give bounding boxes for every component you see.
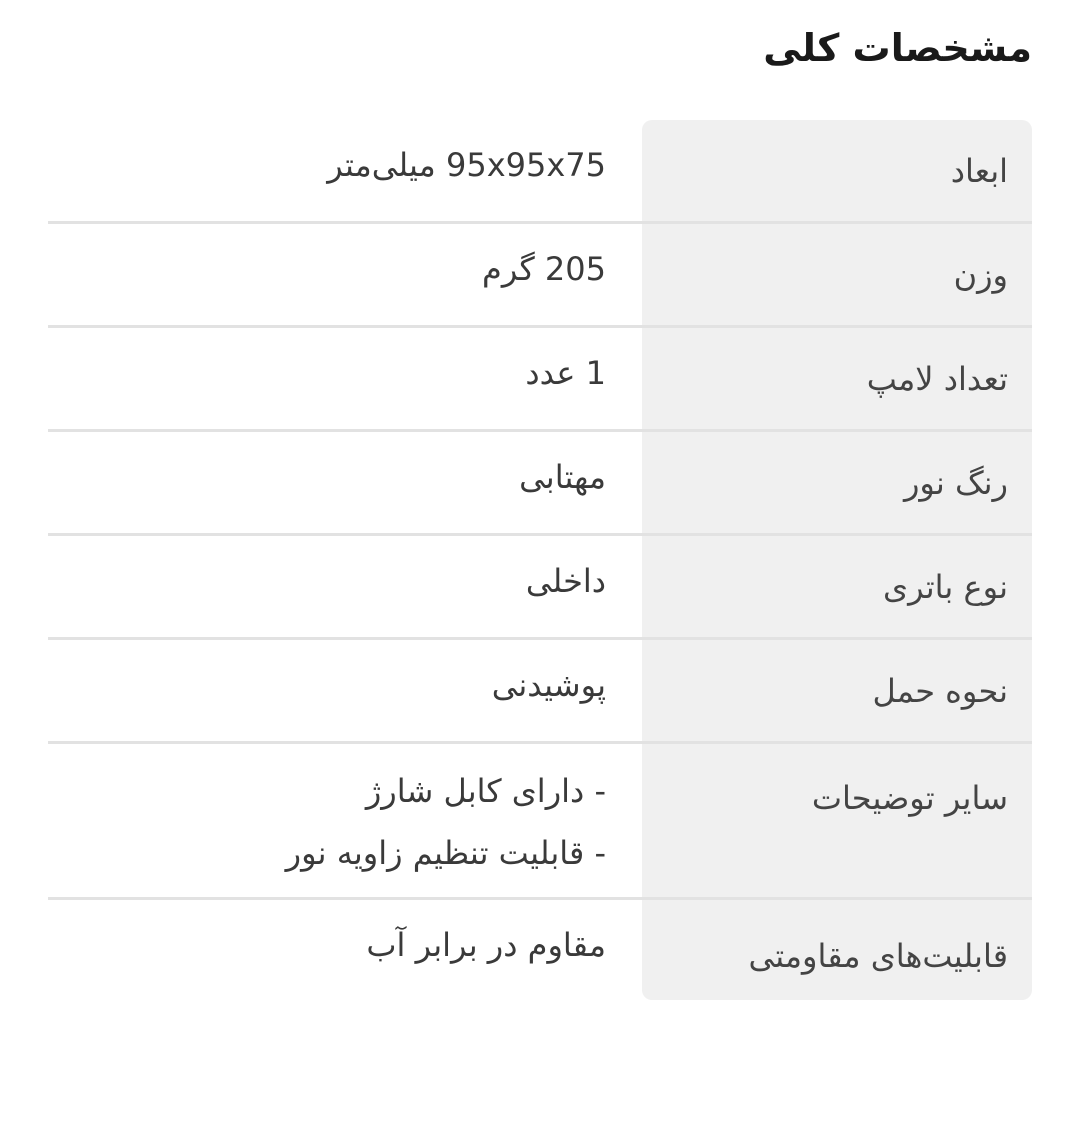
spec-label: نحوه حمل xyxy=(872,672,1008,710)
spec-label: ابعاد xyxy=(950,152,1008,190)
spec-label: قابلیت‌های مقاومتی xyxy=(748,937,1008,975)
spec-label: رنگ نور xyxy=(903,464,1008,502)
spec-value: 1 عدد xyxy=(525,354,606,392)
spec-row-other-notes xyxy=(48,744,1032,900)
spec-row-weight xyxy=(48,224,1032,328)
spec-value: 205 گرم xyxy=(482,250,606,288)
specs-table xyxy=(48,120,1032,1004)
spec-value: مقاوم در برابر آب xyxy=(366,926,606,964)
spec-label: وزن xyxy=(953,256,1008,294)
spec-value: مهتابی xyxy=(519,458,606,496)
spec-row-carry-method xyxy=(48,640,1032,744)
spec-row-dimensions xyxy=(48,120,1032,224)
spec-label: سایر توضیحات xyxy=(811,779,1008,817)
spec-label: نوع باتری xyxy=(883,568,1008,606)
spec-value: - دارای کابل شارژ xyxy=(365,772,606,810)
spec-value: داخلی xyxy=(525,562,606,600)
spec-row-battery-type xyxy=(48,536,1032,640)
spec-value: - قابلیت تنظیم زاویه نور xyxy=(285,834,606,872)
spec-row-lamp-count xyxy=(48,328,1032,432)
section-title: مشخصات کلی xyxy=(763,26,1032,70)
spec-value: پوشیدنی xyxy=(491,666,606,704)
spec-value: 95x95x75 میلی‌متر xyxy=(327,146,606,184)
spec-label: تعداد لامپ xyxy=(866,360,1008,398)
spec-row-resistance xyxy=(48,900,1032,1004)
spec-row-light-color xyxy=(48,432,1032,536)
